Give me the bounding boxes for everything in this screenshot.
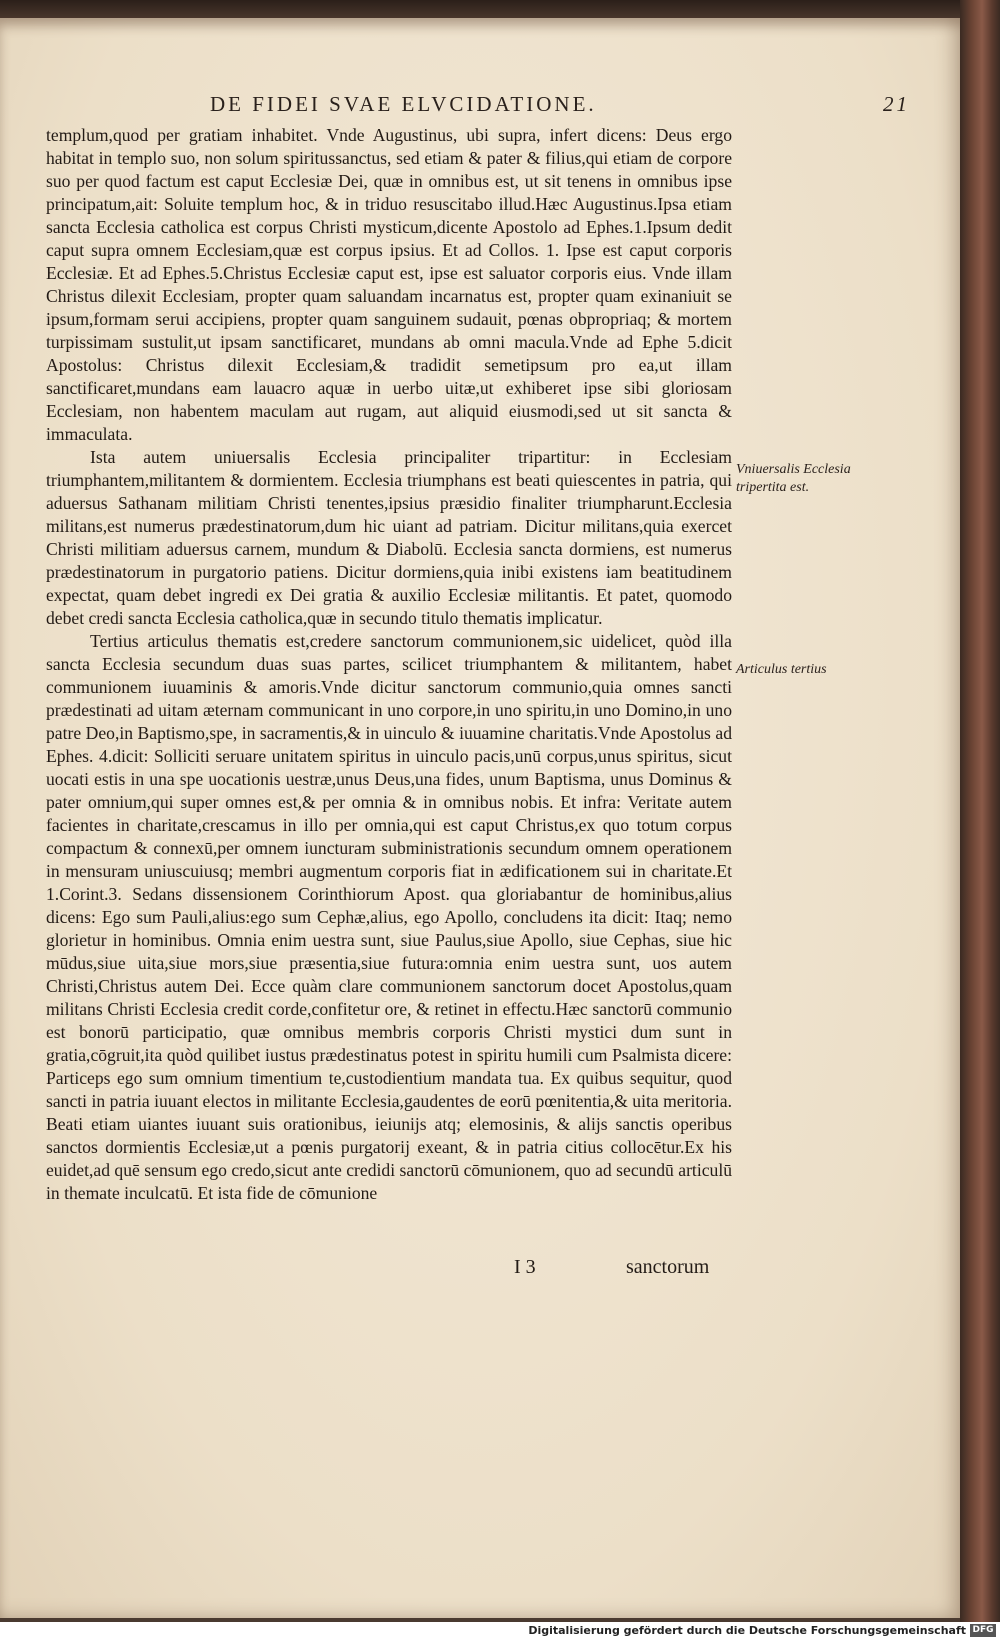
digitization-credit: Digitalisierung gefördert durch die Deutsche Forschungsgemeinschaft	[528, 1624, 966, 1637]
running-header	[210, 92, 910, 122]
book-binding-edge	[960, 0, 1000, 1640]
paragraph-1: templum,quod per gratiam inhabitet. Vnde Augustinus, ubi supra, infert dicens: Deus ergo habitat in templo suo, non solum spiritussanctus, sed etiam & pater & filius,qui etiam de corpore suo per quod factum est caput Ecclesiæ Dei, quæ in omnibus est, ut sit tenens in omnibus ipse principatum,ait: Soluite templum hoc, & in triduo resuscitabo illud.Hæc Augustinus.Ipsa etiam sancta Ecclesia catholica est corpus Christi mysticum,dicente Apostolo ad Ephes.1.Ipsum dedit caput supra omnem Ecclesiam,quæ est corpus ipsius. Et ad Collos. 1. Ipse est caput corporis Ecclesiæ. Et ad Ephes.5.Christus Ecclesiæ caput est, ipse est saluator corporis eius. Vnde illam Christus dilexit Ecclesiam, propter quam saluandam incarnatus est, propter quam exinaniuit se ipsum,formam serui accipiens, propter quam sanguinem sudauit, pœnas obpropriaq; & mortem turpissimam sustulit,ut ipsam sanctificaret, mundans ab omni macula.Vnde ad Ephe 5.dicit Apostolus: Christus dilexit Ecclesiam,& tradidit semetipsum pro ea,ut illam sanctificaret,mundans eam lauacro aquæ in uerbo uitæ,ut exhiberet ipse sibi gloriosam Ecclesiam, non habentem maculam aut rugam, aut aliquid eiusmodi,sed ut sit sancta & immaculata.	[46, 125, 732, 444]
marginal-note-articulus: Articulus tertius	[736, 662, 827, 677]
running-title: DE FIDEI SVAE ELVCIDATIONE.	[210, 92, 597, 116]
dfg-logo-icon: DFG	[970, 1624, 996, 1637]
signature-mark: I 3	[514, 1256, 536, 1278]
page-foot	[500, 1256, 740, 1286]
paragraph-3: Tertius articulus thematis est,credere sanctorum communionem,sic uidelicet, quòd illa sancta Ecclesia secundum duas suas partes, scilicet triumphantem & militantem, habet communionem iuuaminis & amoris.Vnde dicitur sanctorum communio,quia omnes sancti prædestinati ad uitam æternam communicant in uno corpore,in uno spiritu,in uno Domino,in uno patre Deo,in Baptismo,spe, in sacramentis,& in uinculo & iuuamine charitatis.Vnde Apostolus ad Ephes. 4.dicit: Solliciti seruare unitatem spiritus in uinculo pacis,unū corpus,unus spiritus, sicut uocati estis in una spe uocationis uestræ,unus Deus,una fides, unum Baptisma, unus Dominus & pater omnium,qui super omnes est,& per omnia & in omnibus nobis. Et infra: Veritate autem facientes in charitate,crescamus in illo per omnia,qui est caput Christus,ex quo totum corpus compactum & connexū,per omnem iuncturam subministrationis secundum omnem operationem in mensuram uniuscuiusq; membri augmentum corporis fiat in ædificationem sui in charitate.Et 1.Corint.3. Sedans dissensionem Corinthiorum Apost. qua gloriabantur de hominibus,alius dicens: Ego sum Pauli,alius:ego sum Cephæ,alius, ego Apollo, concludens ita dicit: Itaq; nemo glorietur in hominibus. Omnia enim uestra sunt, siue Paulus,siue Apollo, siue Cephas, siue hic mūdus,siue uita,siue mors,siue præsentia,siue futura:omnia enim uestra sunt, uos autem Christi,Christus autem Dei. Ecce quàm clare communionem sanctorum docet Apostolus,quam militans Christi Ecclesia credit corde,confitetur ore, & retinet in effectu.Hæc sanctorū communio est bonorū participatio, quæ omnibus membris corporis Christi mystici dum sunt in gratia,cōgruit,ita quòd quilibet iustus prædestinatus potest in spiritu humili cum Psalmista dicere: Particeps ego sum omnium timentium te,custodientium mandata tua. Ex quibus sequitur, quod sancti in patria iuuant electos in militante Ecclesia,gaudentes de eorū pœnitentia,& uita meritoria. Beati etiam uiantes iuuant suis orationibus, ieiunijs atq; elemosinis, & alijs sanctis operibus sanctos dormientis Ecclesiæ,ut a pœnis purgatorij exeant, & in patria citius collocētur.Ex his euidet,ad quē sensum ego credo,sicut ante credidi sanctorū cōmunionem, quo ad secundū articulū in themate inculcatū. Et ista fide de cōmunione	[46, 631, 732, 1203]
folio-number: 21	[883, 92, 910, 116]
catchword: sanctorum	[626, 1256, 710, 1278]
paragraph-2: Ista autem uniuersalis Ecclesia principaliter tripartitur: in Ecclesiam triumphantem,militantem & dormientem. Ecclesia triumphans est beati quiescentes in patria, qui aduersus Sathanam militiam Christi tenentes,ipsius præsidio finaliter triumpharunt.Ecclesia militans,est numerus prædestinatorum,dum hic uiant ad patriam. Dicitur militans,quia exercet Christi militiam aduersus carnem, mundum & Diabolū. Ecclesia sancta dormiens, est numerus prædestinatorum in purgatorio patiens. Dicitur dormiens,quia inibi existens iam beatitudinem expectat, quam debet ingredi ex Dei gratia & auxilio Ecclesiæ militantis. Et patet, quomodo debet credi sancta Ecclesia catholica,quæ in secundo titulo thematis implicatur.	[46, 447, 732, 628]
main-text-block	[46, 124, 732, 1205]
marginal-note-ecclesia: Vniuersalis Ecclesia tripertita est.	[736, 462, 851, 495]
